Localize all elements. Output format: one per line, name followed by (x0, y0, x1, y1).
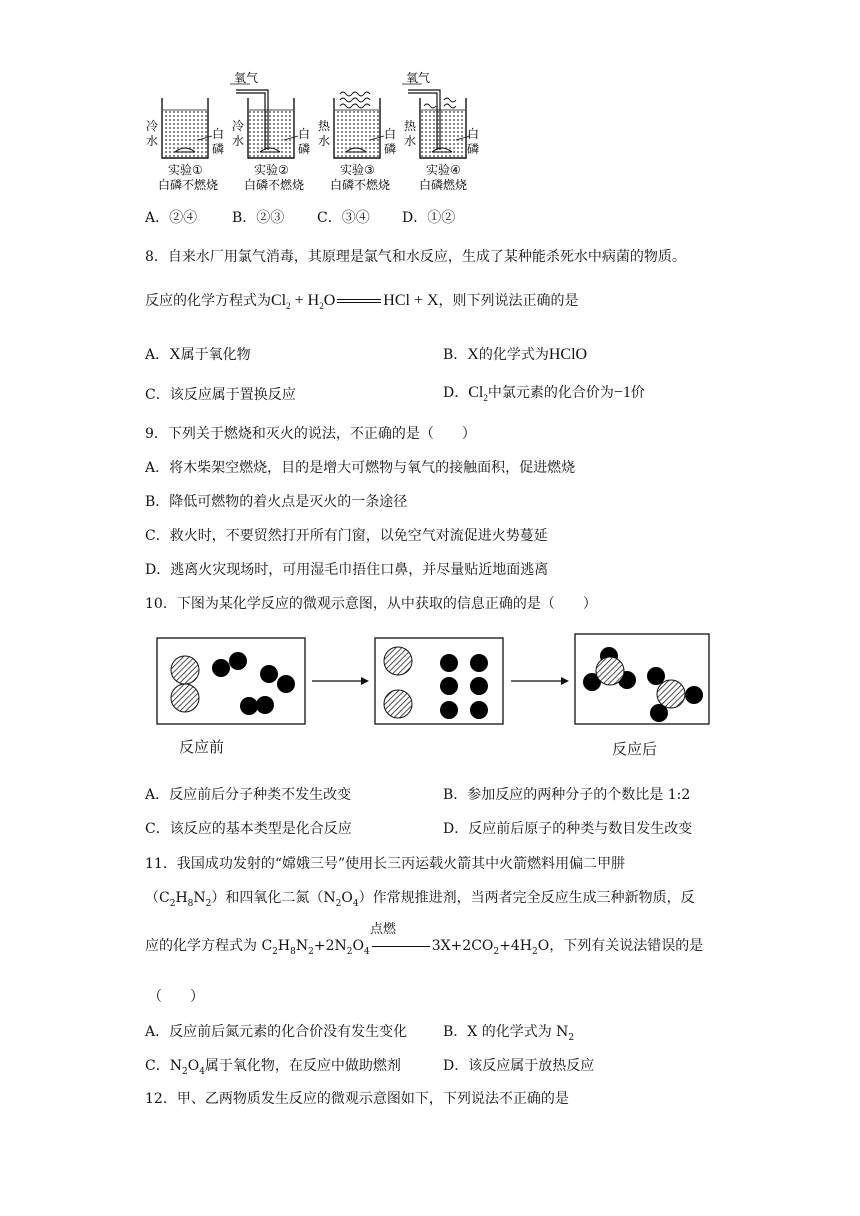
exp2-right-label-1: 白 (298, 127, 311, 141)
atom-hatched (384, 690, 412, 718)
q11-equation-line: 应的化学方程式为 $C_2H_8N_2+2N_2O_4$ $3X+2CO_2+4H_2O$，下列有关说法错误的是 (145, 938, 704, 957)
q8-stem: 8．自来水厂用氯气消毒，其原理是氯气和水反应，生成了某种能杀死水中病菌的物质。 (145, 249, 686, 265)
q11-option-c[interactable]: C．$N_2O_4$属于氧化物，在反应中做助燃剂 (145, 1058, 401, 1077)
atom-black (470, 701, 488, 719)
atom-black (260, 665, 278, 683)
q12-stem: 12．甲、乙两物质发生反应的微观示意图如下，下列说法不正确的是 (145, 1091, 569, 1107)
exp3-left-label-1: 热 (318, 119, 331, 133)
exp3-caption: 实验③ (340, 163, 375, 177)
beaker-exp4 (402, 70, 479, 192)
q8-equation-line (145, 290, 579, 311)
exp1-left-label-1: 冷 (146, 119, 159, 133)
exp4-right-label-1: 白 (467, 127, 480, 141)
atom-hatched (384, 647, 412, 675)
q11-stem-line2: $(C_2H_8N_2)$和四氧化二氮$(N_2O_4)$作常规推进剂，当两者完全反应生成三种新物质，反 (145, 890, 695, 909)
atom-black (440, 677, 458, 695)
exp2-caption: 实验② (254, 163, 289, 177)
exp2-left-label-2: 水 (232, 134, 245, 148)
q9-option-c[interactable]: C．救火时，不要贸然打开所有门窗，以免空气对流促进火势蔓延 (145, 528, 548, 544)
molecule-2-center (657, 680, 685, 708)
q8-option-c[interactable]: C．该反应属于置换反应 (145, 387, 296, 403)
exp2-gas-label: 氧气 (234, 71, 259, 85)
beakers-illustration (140, 70, 480, 195)
beaker-exp1 (146, 98, 224, 192)
q10-option-c[interactable]: C．该反应的基本类型是化合反应 (145, 821, 352, 837)
q10-option-b[interactable]: B．参加反应的两种分子的个数比是 1:2 (443, 787, 691, 803)
atom-hatched (171, 684, 199, 712)
atom-black (440, 654, 458, 672)
exp4-result: 白磷燃烧 (419, 178, 468, 192)
q10-option-a[interactable]: A．反应前后分子种类不发生改变 (145, 787, 352, 803)
exp3-left-label-2: 水 (318, 134, 331, 148)
atom-black (212, 659, 230, 677)
q11-condition: 点燃 (370, 922, 397, 937)
q8-option-b[interactable]: B．X的化学式为HClO (443, 346, 588, 363)
exp2-result: 白磷不燃烧 (244, 178, 305, 192)
exp4-gas-label: 氧气 (406, 71, 431, 85)
exp2-right-label-2: 磷 (298, 142, 311, 156)
atom-black (440, 701, 458, 719)
atom-black (470, 654, 488, 672)
atom-hatched (171, 656, 199, 684)
exp1-result: 白磷不燃烧 (158, 178, 219, 192)
q8-equation: $Cl_2 + H_2O$ HCl + X (271, 292, 439, 312)
q8-option-a[interactable]: A．X属于氧化物 (145, 346, 251, 363)
q11-option-d[interactable]: D．该反应属于放热反应 (443, 1058, 595, 1074)
exp4-caption: 实验④ (426, 163, 461, 177)
exp4-left-label-1: 热 (404, 119, 417, 133)
exp2-left-label-1: 冷 (232, 119, 245, 133)
q10-stem: 10．下图为某化学反应的微观示意图，从中获取的信息正确的是（ ） (145, 596, 597, 612)
q7-option-b[interactable]: B．②③ (232, 210, 285, 226)
molecule-1-center (596, 657, 624, 685)
exp3-right-label-1: 白 (384, 127, 397, 141)
exp1-left-label-2: 水 (146, 134, 159, 148)
before-label: 反应前 (179, 738, 225, 756)
exp4-left-label-2: 水 (404, 134, 417, 148)
exp1-right-label-1: 白 (212, 127, 225, 141)
beaker-exp2 (230, 70, 310, 192)
q9-stem: 9．下列关于燃烧和灭火的说法，不正确的是（ ） (145, 426, 476, 442)
atom-black (277, 675, 295, 693)
exp1-caption: 实验① (168, 163, 203, 177)
atom-black (240, 697, 258, 715)
q9-option-b[interactable]: B．降低可燃物的着火点是灭火的一条途径 (145, 494, 408, 510)
q7-option-d[interactable]: D．①② (402, 210, 456, 226)
q11-option-b[interactable]: B．X 的化学式为 $N_2$ (443, 1024, 575, 1043)
q7-option-c[interactable]: C．③④ (317, 210, 370, 226)
q9-option-d[interactable]: D．逃离火灾现场时，可用湿毛巾捂住口鼻，并尽量贴近地面逃离 (145, 562, 549, 578)
q11-answer-paren: （ ） (148, 989, 204, 1005)
phosphorus-experiments-figure (140, 70, 480, 195)
q7-option-a[interactable]: A．②④ (145, 210, 198, 226)
atom-black (256, 696, 274, 714)
q8-eq-suffix: ，则下列说法正确的是 (438, 293, 579, 309)
exp3-result: 白磷不燃烧 (330, 178, 391, 192)
q11-option-a[interactable]: A．反应前后氮元素的化合价没有发生变化 (145, 1024, 408, 1040)
exp4-right-label-2: 磷 (467, 142, 480, 156)
q10-option-d[interactable]: D．反应前后原子的种类与数目发生改变 (443, 821, 693, 837)
q8-option-d[interactable]: D．$Cl_2$中氯元素的化合价为−1价 (443, 384, 645, 404)
atom-black (470, 677, 488, 695)
after-label: 反应后 (612, 740, 658, 758)
beaker-exp3 (318, 92, 396, 192)
exp3-right-label-2: 磷 (384, 142, 397, 156)
q9-option-a[interactable]: A．将木柴架空燃烧，目的是增大可燃物与氧气的接触面积，促进燃烧 (145, 460, 576, 476)
exp1-right-label-2: 磷 (212, 142, 225, 156)
q8-eq-prefix: 反应的化学方程式为 (145, 293, 271, 309)
q11-stem-line1: 11．我国成功发射的“嫦娥三号”使用长三丙运载火箭其中火箭燃料用偏二甲肼 (145, 856, 626, 872)
atom-black (229, 652, 247, 670)
